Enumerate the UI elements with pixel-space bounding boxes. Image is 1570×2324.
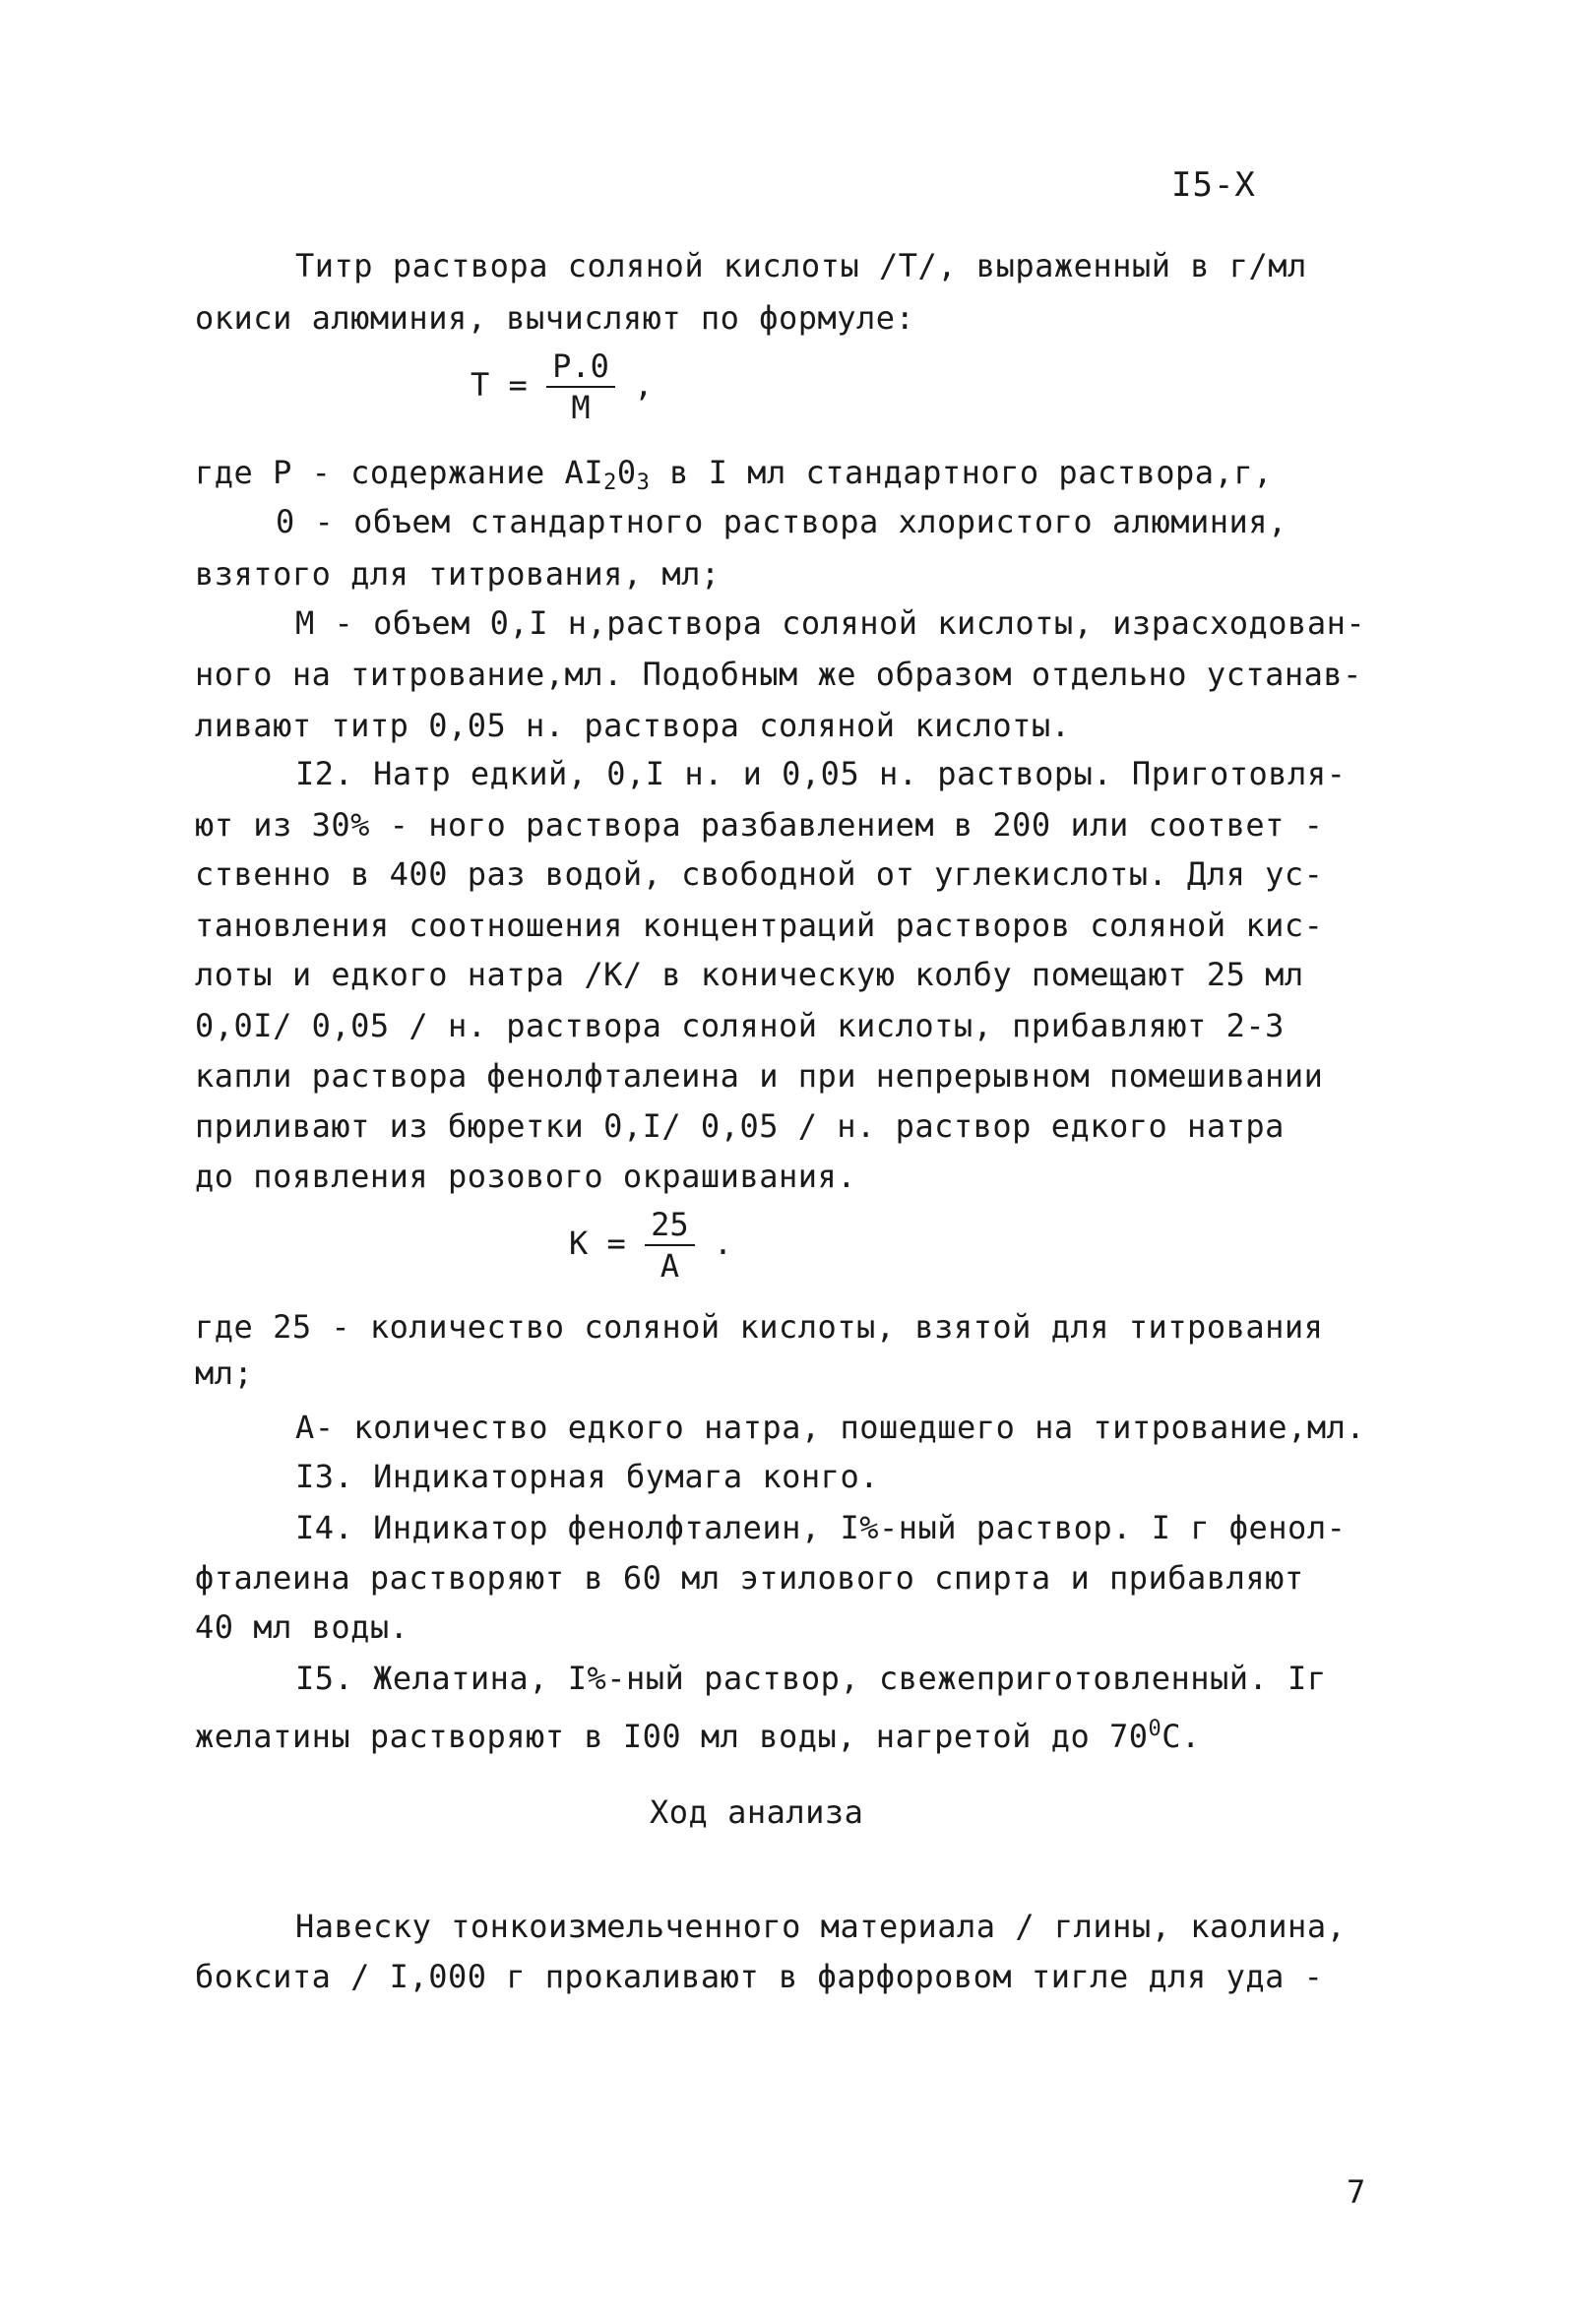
page-number: 7 [1347, 2173, 1366, 2211]
formula-ratio-numerator: 25 [645, 1205, 695, 1246]
text-line-3-sub2: 3 [636, 471, 651, 495]
text-line-8: ливают титр 0,05 н. раствора соляной кислоты. [195, 707, 1071, 744]
text-line-15: капли раствора фенолфталеина и при непрерывном помешивании [195, 1057, 1324, 1095]
text-line-7: ного на титрование,мл. Подобным же образом отдельно устанав- [195, 656, 1362, 693]
formula-titer-tail: , [634, 366, 654, 404]
formula-ratio-tail: . [713, 1225, 733, 1262]
text-line-23: фталеина растворяют в 60 мл этилового спирта и прибавляют [195, 1559, 1304, 1597]
formula-titer-lhs: Т = [471, 366, 528, 404]
text-line-2: окиси алюминия, вычисляют по формуле: [195, 299, 915, 337]
text-line-1: Титр раствора соляной кислоты /Т/, выраженный в г/мл [295, 247, 1307, 284]
formula-ratio-fraction [645, 1205, 695, 1286]
text-line-17: до появления розового окрашивания. [195, 1158, 857, 1195]
section-heading: Ход анализа [650, 1793, 864, 1831]
text-line-9: I2. Натр едкий, 0,I н. и 0,05 н. растворы. Приготовля- [295, 755, 1347, 792]
text-line-6: М - объем 0,I н,раствора соляной кислоты, израсходован- [295, 604, 1366, 642]
text-line-3-sub1: 2 [603, 471, 617, 495]
formula-titer-numerator: Р.0 [546, 346, 615, 388]
text-line-12: тановления соотношения концентраций растворов соляной кис- [195, 907, 1324, 944]
text-line-10: ют из 30% - ного раствора разбавлением в 200 или соответ - [195, 806, 1324, 844]
text-line-13: лоты и едкого натра /К/ в коническую колбу помещают 25 мл [195, 956, 1304, 993]
text-line-16: приливают из бюретки 0,I/ 0,05 / н. раствор едкого натра [195, 1107, 1285, 1145]
formula-titer-fraction [546, 346, 615, 427]
formula-ratio-denominator: А [659, 1247, 679, 1285]
text-line-22: I4. Индикатор фенолфталеин, I%-ный раствор. I г фенол- [295, 1509, 1347, 1546]
formula-titer [471, 346, 653, 427]
formula-ratio [569, 1205, 732, 1286]
text-line-19: мл; [195, 1354, 254, 1392]
text-line-26-pre: желатины растворяют в I00 мл воды, нагретой до 70 [195, 1718, 1149, 1755]
text-line-27: Навеску тонкоизмельченного материала / глины, каолина, [295, 1908, 1347, 1945]
document-code: I5-X [1171, 165, 1256, 205]
text-line-20: А- количество едкого натра, пошедшего на титрование,мл. [295, 1409, 1366, 1446]
text-line-3-pre: где Р - содержание AI [195, 454, 604, 491]
text-line-18: где 25 - количество соляной кислоты, взятой для титрования [195, 1308, 1324, 1346]
text-line-26-post: С. [1162, 1718, 1201, 1755]
text-line-4: 0 - объем стандартного раствора хлористого алюминия, [276, 503, 1287, 540]
text-line-24: 40 мл воды. [195, 1608, 409, 1646]
formula-titer-denominator: М [571, 389, 591, 426]
text-line-3 [195, 453, 1273, 503]
text-line-14: 0,0I/ 0,05 / н. раствора соляной кислоты, прибавляют 2-3 [195, 1007, 1285, 1044]
text-line-11: ственно в 400 раз водой, свободной от углекислоты. Для ус- [195, 855, 1324, 893]
text-line-3-mid: 0 [616, 454, 637, 491]
text-line-28: боксита / I,000 г прокаливают в фарфоровом тигле для уда - [195, 1958, 1324, 1995]
text-line-25: I5. Желатина, I%-ный раствор, свежеприготовленный. Iг [295, 1660, 1327, 1697]
text-line-26 [195, 1710, 1201, 1756]
text-line-3-post: в I мл стандартного раствора,г, [650, 454, 1273, 491]
text-line-26-sup: 0 [1148, 1717, 1162, 1741]
formula-ratio-lhs: К = [569, 1225, 626, 1262]
text-line-5: взятого для титрования, мл; [195, 555, 721, 593]
text-line-21: I3. Индикаторная бумага конго. [295, 1458, 879, 1495]
